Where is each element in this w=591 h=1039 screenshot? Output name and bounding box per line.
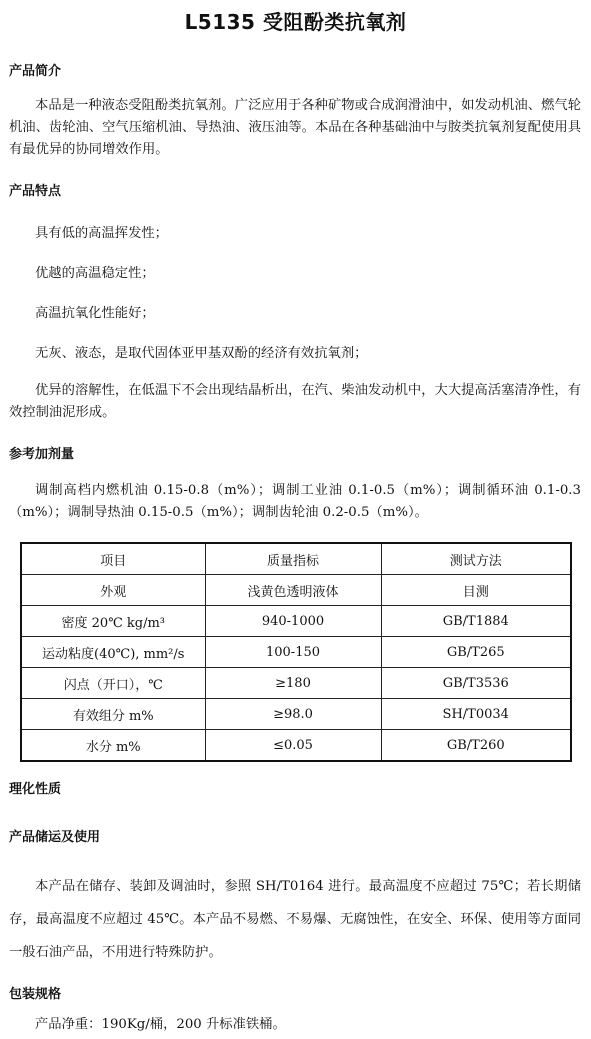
packaging-paragraph: 产品净重：190Kg/桶，200 升标准铁桶。 [35, 1017, 286, 1032]
table-header-cell: 项目 [21, 543, 205, 575]
table-cell: GB/T3536 [381, 668, 571, 699]
table-cell: 水分 m% [21, 730, 205, 762]
table-cell: 100-150 [205, 637, 381, 668]
feature-item: 无灰、液态，是取代固体亚甲基双酚的经济有效抗氧剂； [35, 346, 368, 361]
table-row [21, 699, 571, 730]
table-cell: ≥180 [205, 668, 381, 699]
table-row [21, 575, 571, 606]
table-cell: 外观 [21, 575, 205, 606]
table-cell: SH/T0034 [381, 699, 571, 730]
table-cell: GB/T1884 [381, 606, 571, 637]
section-heading-intro: 产品简介 [9, 64, 62, 79]
table-cell: ≤0.05 [205, 730, 381, 762]
table-cell: GB/T265 [381, 637, 571, 668]
feature-item: 优异的溶解性，在低温下不会出现结晶析出，在汽、柴油发动机中，大大提高活塞清净性，有效控制油泥形成。 [9, 383, 581, 420]
table-row [21, 637, 571, 668]
section-heading-packaging: 包装规格 [9, 987, 62, 1002]
table-row [21, 606, 571, 637]
table-cell: ≥98.0 [205, 699, 381, 730]
table-cell: 闪点（开口），℃ [21, 668, 205, 699]
dosage-paragraph: 调制高档内燃机油 0.15-0.8（m%）；调制工业油 0.1-0.5（m%）；调制循环油 0.1-0.3（m%）；调制导热油 0.15-0.5（m%）；调制齿轮油 0.2-0.5（m%）。 [9, 483, 581, 520]
table-cell: 有效组分 m% [21, 699, 205, 730]
intro-paragraph: 本品是一种液态受阻酚类抗氧剂。广泛应用于各种矿物或合成润滑油中，如发动机油、燃气轮机油、齿轮油、空气压缩机油、导热油、液压油等。本品在各种基础油中与胺类抗氧剂复配使用具有最优异的协同增效作用。 [9, 98, 581, 157]
table-cell: 目测 [381, 575, 571, 606]
table-header-cell: 质量指标 [205, 543, 381, 575]
table-row [21, 730, 571, 762]
table-row [21, 668, 571, 699]
table-cell: 密度 20℃ kg/m³ [21, 606, 205, 637]
table-header-cell: 测试方法 [381, 543, 571, 575]
section-heading-dosage: 参考加剂量 [9, 447, 75, 462]
document-title: L5135 受阻酚类抗氧剂 [184, 10, 407, 34]
feature-item: 具有低的高温挥发性； [35, 226, 168, 241]
table-header-row [21, 543, 571, 575]
section-heading-storage: 产品储运及使用 [9, 830, 101, 845]
feature-item: 高温抗氧化性能好； [35, 306, 155, 321]
section-heading-properties: 理化性质 [9, 782, 62, 797]
section-heading-features: 产品特点 [9, 184, 62, 199]
storage-paragraph: 本产品在储存、装卸及调油时，参照 SH/T0164 进行。最高温度不应超过 75℃；若长期储存，最高温度不应超过 45℃。本产品不易燃、不易爆、无腐蚀性，在安全、环保、使用等方面同一般石油产品，不用进行特殊防护。 [9, 879, 581, 960]
properties-table [20, 542, 572, 762]
table-cell: GB/T260 [381, 730, 571, 762]
table-cell: 940-1000 [205, 606, 381, 637]
feature-item: 优越的高温稳定性； [35, 266, 155, 281]
table-cell: 浅黄色透明液体 [205, 575, 381, 606]
table-cell: 运动粘度(40℃), mm²/s [21, 637, 205, 668]
